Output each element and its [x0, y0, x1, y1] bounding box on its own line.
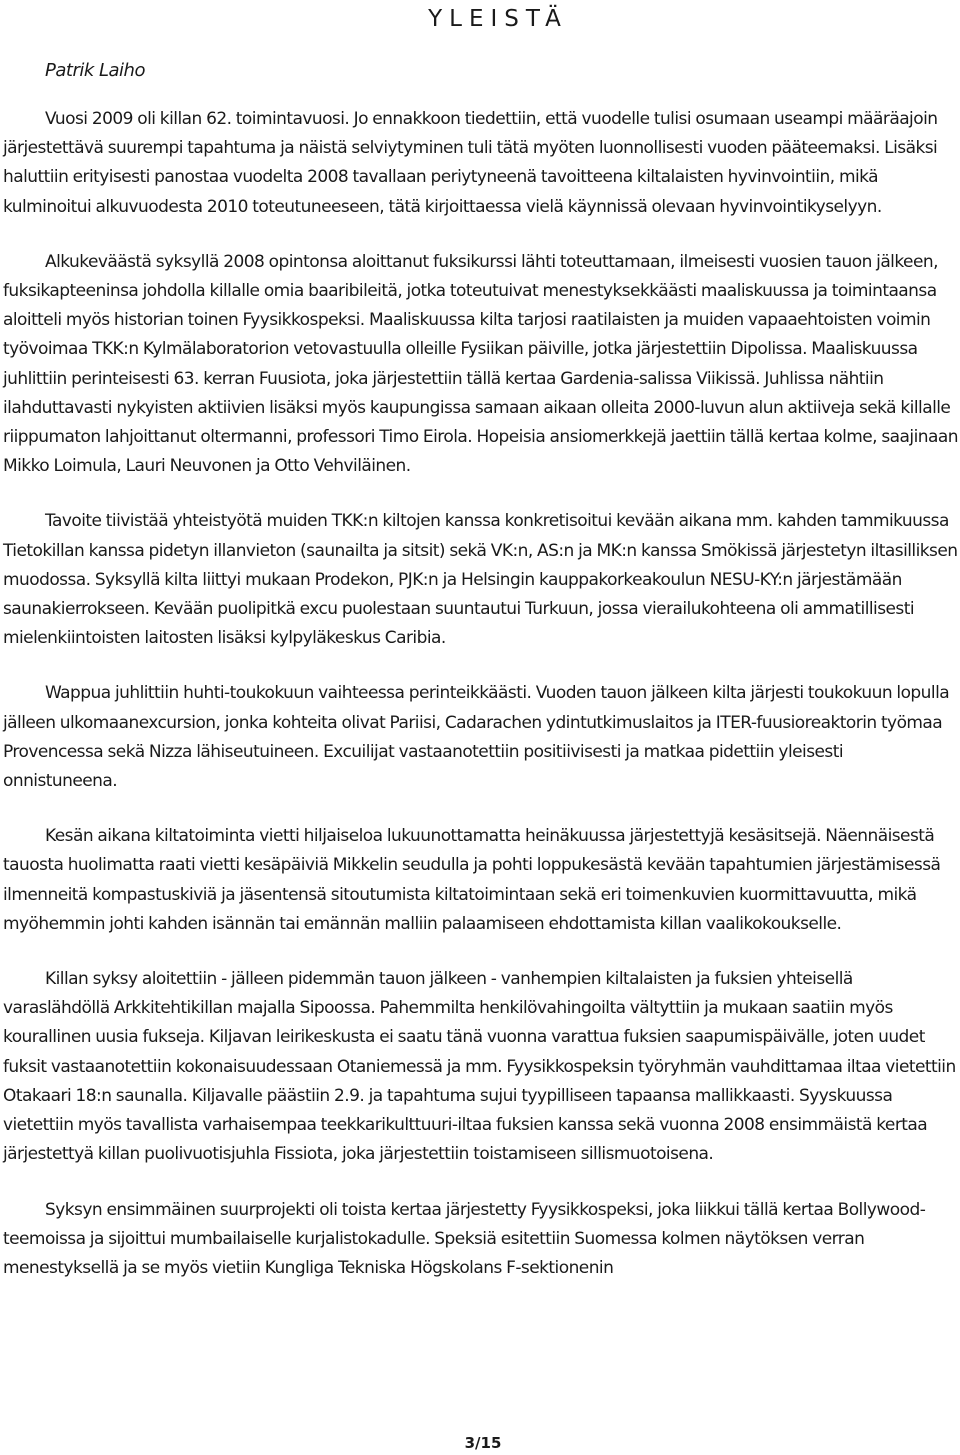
- paragraph-6: Killan syksy aloitettiin - jälleen pidemmän tauon jälkeen - vanhempien kiltalaisten ja fuksien yhteisellä varaslähdöllä Arkkitehtikillan majalla Sipoossa. Pahemmilta henkilövahingoilta vältyttiin ja mukaan saatiin myös kourallinen uusia fukseja. Kiljavan leirikeskusta ei saatu tänä vuonna varattua fuksien saapumispäivälle, joten uudet fuksit vastaanotettiin kokonaisuudessaan Otaniemessä ja mm. Fyysikkospeksin työryhmän vauhdittamaa iltaa vietettiin Otakaari 18:n saunalla. Kiljavalle päästiin 2.9. ja tapahtuma sujui tyypilliseen tapaansa mallikkaasti. Syyskuussa vietettiin myös tavallista varhaisempaa teekkarikulttuuri-iltaa fuksien kanssa sekä vuonna 2008 ensimmäistä kertaa järjestettyä killan puolivuotisjuhla Fissiota, joka järjestettiin toistamiseen sillismuotoisena.: [3, 969, 956, 1165]
- page-number: 3/15: [464, 1434, 502, 1452]
- article-body: [3, 105, 959, 1309]
- paragraph-2: Alkukeväästä syksyllä 2008 opintonsa aloittanut fuksikurssi lähti toteuttamaan, ilmeisesti vuosien tauon jälkeen, fuksikapteeninsa johdolla killalle omia baaribileitä, jotka toteutuivat menestyksekkäästi maaliskuussa ja toimintaansa aloitteli myös historian toinen Fyysikkospeksi. Maaliskuussa kilta tarjosi raatilaisten ja muiden vapaaehtoisten voimin työvoimaa TKK:n Kylmälaboratorion vetovastuulla olleille Fysiikan päiville, jotka järjestettiin Dipolissa. Maaliskuussa juhlittiin perinteisesti 63. kerran Fuusiota, joka järjestettiin tällä kertaa Gardenia-salissa Viikissä. Juhlissa nähtiin ilahduttavasti nykyisten aktiivien lisäksi myös kaupungissa samaan aikaan olleita 2000-luvun alun aktiiveja sekä killalle riippumaton lahjoittanut oltermanni, professori Timo Eirola. Hopeisia ansiomerkkejä jaettiin tällä kertaa kolme, saajinaan Mikko Loimula, Lauri Neuvonen ja Otto Vehviläinen.: [3, 251, 958, 477]
- paragraph-4: Wappua juhlittiin huhti-toukokuun vaihteessa perinteikkäästi. Vuoden tauon jälkeen kilta järjesti toukokuun lopulla jälleen ulkomaanexcursion, jonka kohteita olivat Pariisi, Cadarachen ydintutkimuslaitos ja ITER-fuusioreaktorin työmaa Provencessa sekä Nizza lähiseutuineen. Excuilijat vastaanotettiin positiivisesti ja matkaa pidettiin yleisesti onnistuneena.: [3, 683, 950, 792]
- paragraph-1: Vuosi 2009 oli killan 62. toimintavuosi. Jo ennakkoon tiedettiin, että vuodelle tulisi osumaan useampi määräajoin järjestettävä suurempi tapahtuma ja näistä selviytyminen tuli tätä myöten luonnollisesti vuoden pääteemaksi. Lisäksi haluttiin erityisesti panostaa vuodelta 2008 tavallaan periytyneenä tavoitteena kiltalaisten hyvinvointiin, mikä kulminoitui alkuvuodesta 2010 toteutuneeseen, tätä kirjoittaessa vielä käynnissä olevaan hyvinvointikyselyyn.: [3, 109, 938, 217]
- paragraph-7: Syksyn ensimmäinen suurprojekti oli toista kertaa järjestetty Fyysikkospeksi, joka liikkui tällä kertaa Bollywood-teemoissa ja sijoittui mumbailaiselle kurjalistokadulle. Speksiä esitettiin Suomessa kolmen näytöksen verran menestyksellä ja se myös vietiin Kungliga Tekniska Högskolans F-sektionenin: [3, 1199, 926, 1278]
- author-name: Patrik Laiho: [45, 60, 145, 81]
- page-heading: YLEISTÄ: [428, 6, 568, 32]
- paragraph-5: Kesän aikana kiltatoiminta vietti hiljaiseloa lukuunottamatta heinäkuussa järjestettyjä kesäsitsejä. Näennäisestä tauosta huolimatta raati vietti kesäpäiviä Mikkelin seudulla ja pohti loppukesästä kevään tapahtumien järjestämisessä ilmenneitä kompastuskiviä ja jäsentensä sitoutumista kiltatoimintaan sekä eri toimenkuvien kuormittavuutta, mikä myöhemmin johti kahden isännän tai emännän malliin palaamiseen ehdottamista killan vaalikokoukselle.: [3, 826, 941, 934]
- paragraph-3: Tavoite tiivistää yhteistyötä muiden TKK:n kiltojen kanssa konkretisoitui kevään aikana mm. kahden tammikuussa Tietokillan kanssa pidetyn illanvieton (saunailta ja sitsit) sekä VK:n, AS:n ja MK:n kanssa Smökissä järjestetyn iltasilliksen muodossa. Syksyllä kilta liittyi mukaan Prodekon, PJK:n ja Helsingin kauppakorkeakoulun NESU-KY:n järjestämään saunakierrokseen. Kevään puolipitkä excu puolestaan suuntautui Turkuun, jossa vierailukohteena oli ammatillisesti mielenkiintoisten laitosten lisäksi kylpyläkeskus Caribia.: [3, 511, 958, 649]
